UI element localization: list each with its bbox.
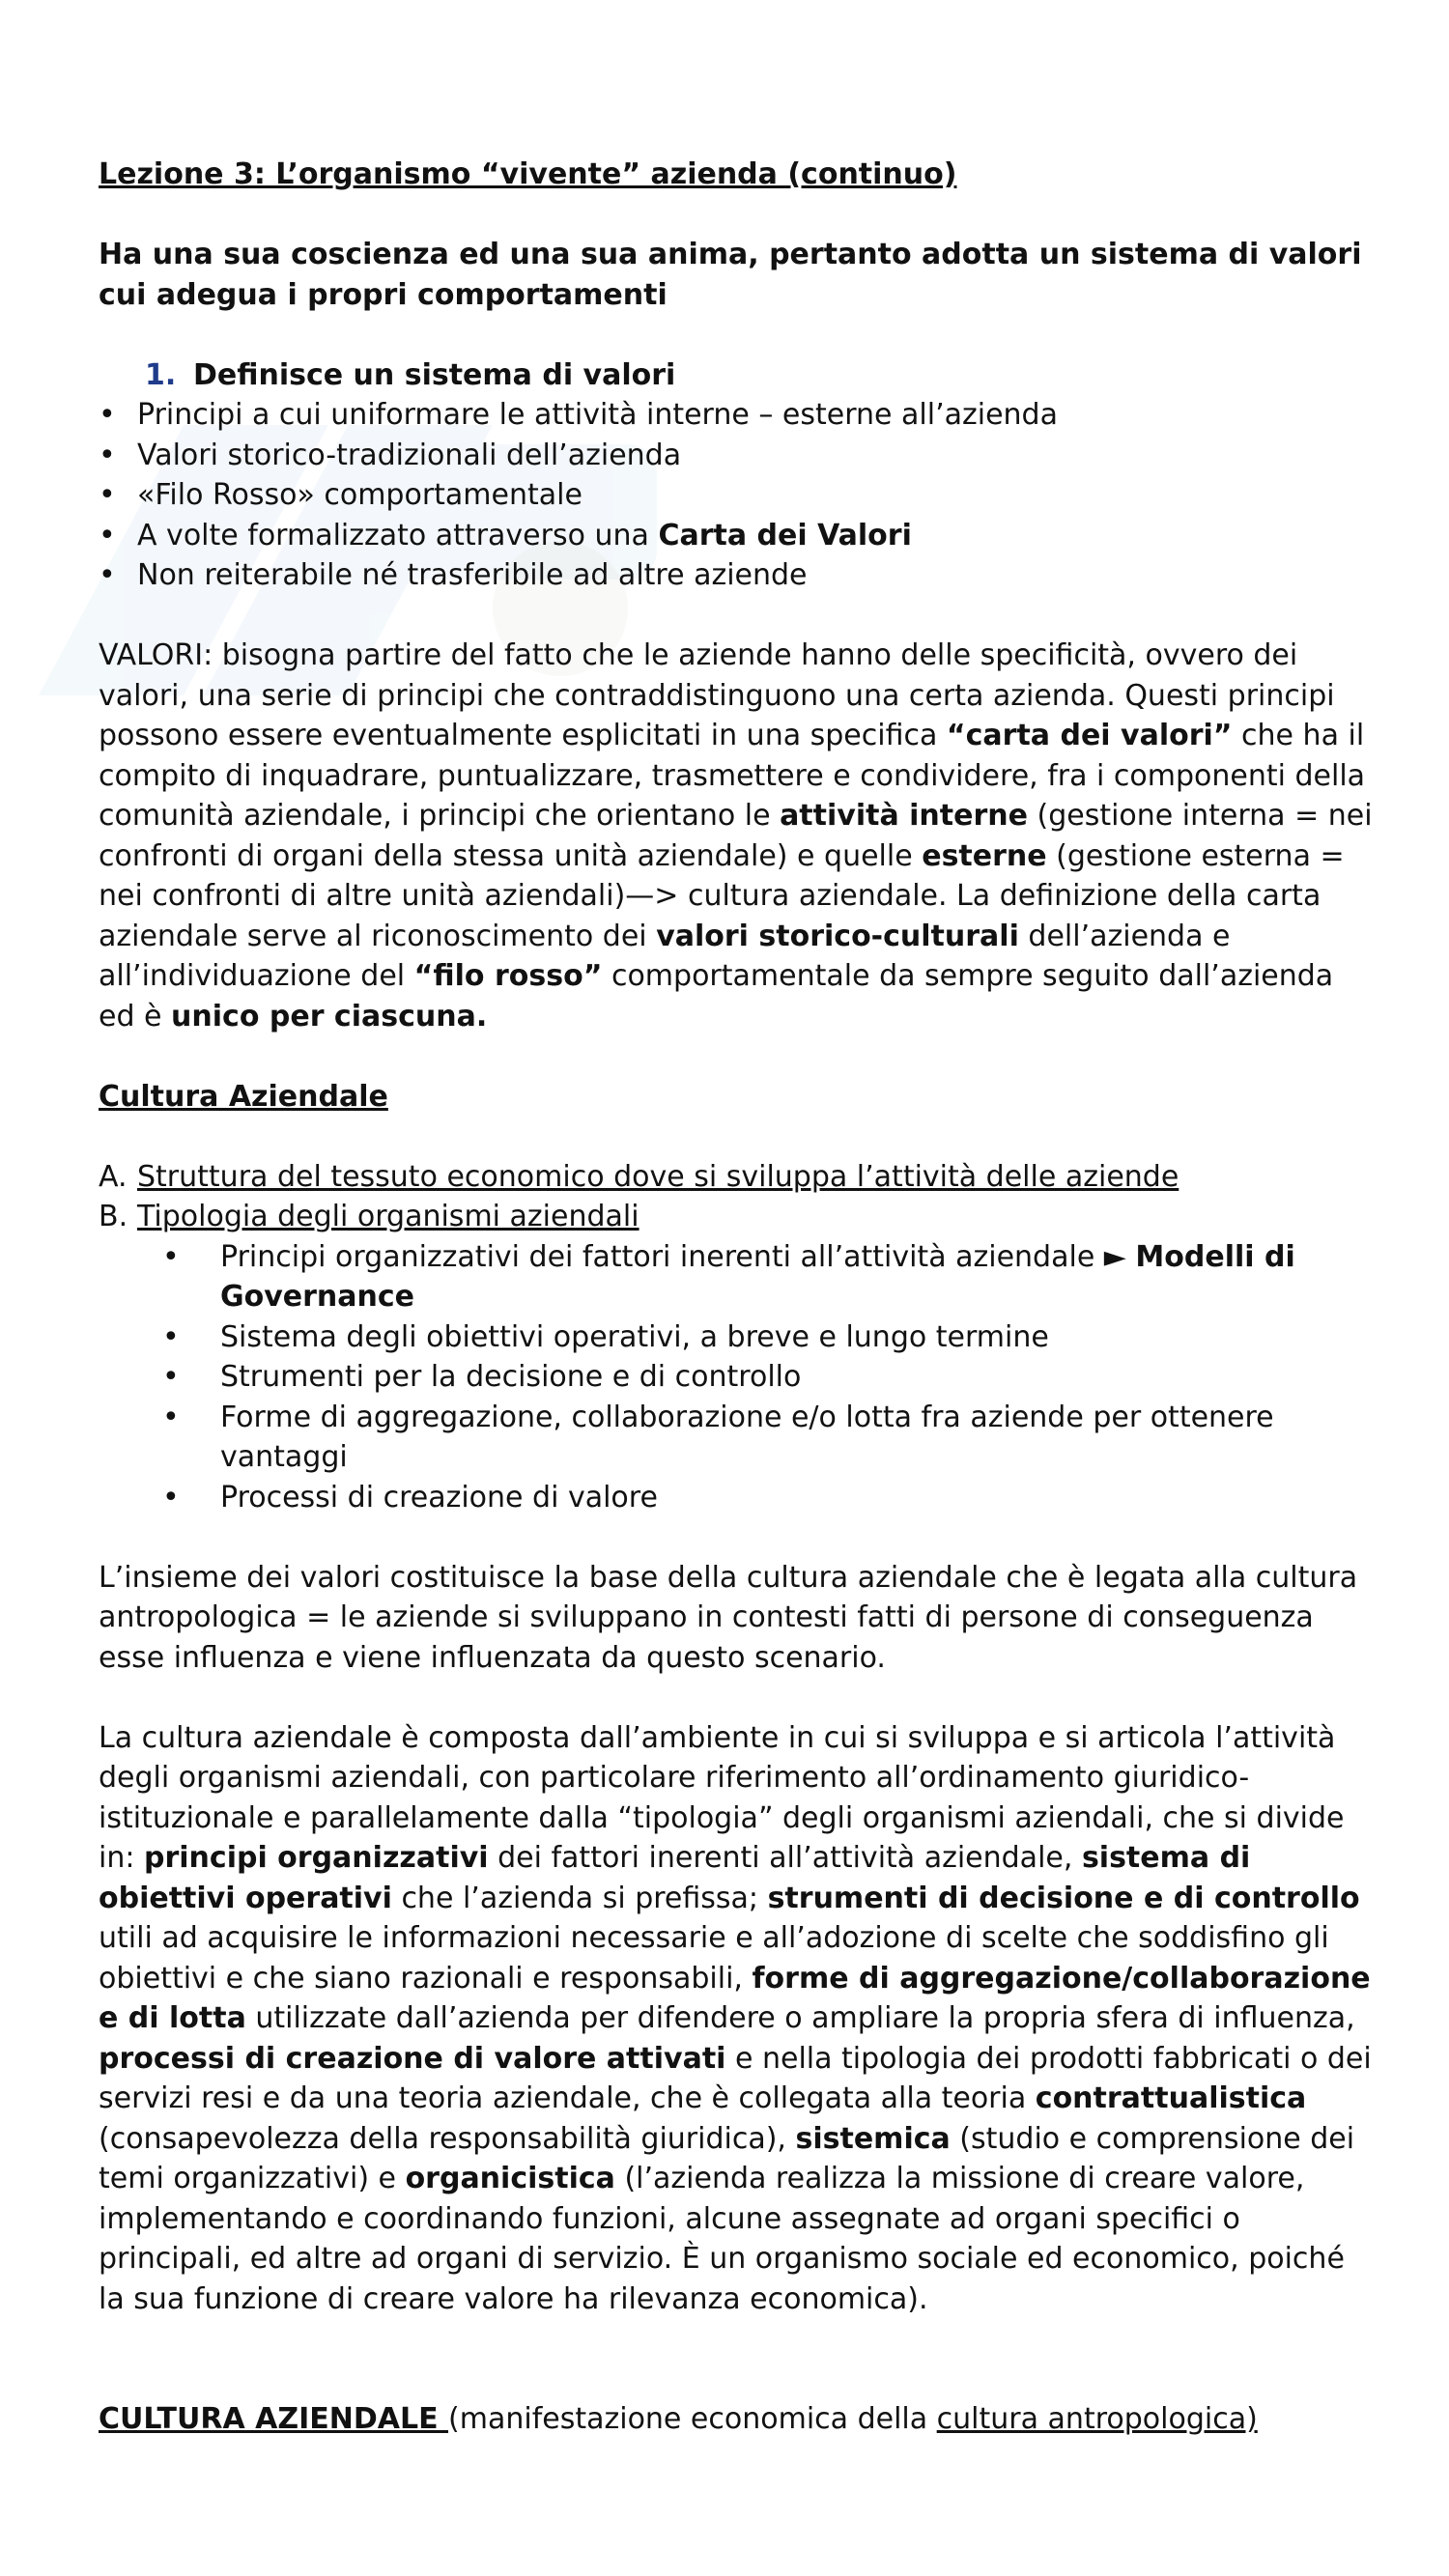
- valori-paragraph: VALORI: bisogna partire del fatto che le aziende hanno delle specificità, ovvero dei valori, una serie di principi che contraddistinguono una certa azienda. Questi principi possono essere eventualmente esplicitati in una specifica “carta dei valori” che ha il compito di inquadrare, puntualizzare, trasmettere e condividere, fra i componenti della comunità aziendale, i principi che orientano le attività interne (gestione interna = nei confronti di organi della stessa unità aziendale) e quelle esterne (gestione esterna = nei confronti di altre unità aziendali)—> cultura aziendale. La definizione della carta aziendale serve al riconoscimento dei valori storico-culturali dell’azienda e all’individuazione del “filo rosso” comportamentale da sempre seguito dall’azienda ed è unico per ciascuna.: [99, 638, 1373, 1033]
- composta-paragraph: La cultura aziendale è composta dall’ambiente in cui si sviluppa e si articola l’attività degli organismi aziendali, con particolare riferimento all’ordinamento giuridico-istituzionale e parallelamente dalla “tipologia” degli organismi aziendali, che si divide in: principi organizzativi dei fattori inerenti all’attività aziendale, sistema di obiettivi operativi che l’azienda si prefissa; strumenti di decisione e di controllo utili ad acquisire le informazioni necessarie e all’adozione di scelte che soddisfino gli obiettivi e che siano razionali e responsabili, forme di aggregazione/collaborazione e di lotta utilizzate dall’azienda per difendere o ampliare la propria sfera di influenza, processi di creazione di valore attivati e nella tipologia dei prodotti fabbricati o dei servizi resi e da una teoria aziendale, che è collegata alla teoria contrattualistica (consapevolezza della responsabilità giuridica), sistemica (studio e comprensione dei temi organizzativi) e organicistica (l’azienda realizza la missione di creare valore, implementando e coordinando funzioni, alcune assegnate ad organi specifici o principali, ed altre ad organi di servizio. È un organismo sociale ed economico, poiché la sua funzione di creare valore ha rilevanza economica).: [99, 1720, 1372, 2316]
- final-heading: CULTURA AZIENDALE (manifestazione economica della cultura antropologica): [99, 2402, 1258, 2436]
- sub-list-item: • Principi organizzativi dei fattori inerenti all’attività aziendale ► Modelli di Governance: [99, 1237, 1374, 1317]
- cultura-heading: Cultura Aziendale: [99, 1079, 388, 1114]
- sub-list-item: • Processi di creazione di valore: [99, 1478, 1374, 1518]
- list-item-b: B. Tipologia degli organismi aziendali: [99, 1200, 639, 1233]
- insieme-paragraph: L’insieme dei valori costituisce la base della cultura aziendale che è legata alla cultura antropologica = le aziende si sviluppano in contesti fatti di persone di conseguenza esse influenza e viene influenzata da questo scenario.: [99, 1560, 1358, 1675]
- list-item: • Non reiterabile né trasferibile ad altre aziende: [99, 555, 1374, 596]
- section-heading-text: Definisce un sistema di valori: [193, 357, 676, 392]
- list-item: • «Filo Rosso» comportamentale: [99, 475, 1374, 516]
- lesson-title: Lezione 3: L’organismo “vivente” azienda (continuo): [99, 157, 957, 191]
- document-page: [99, 155, 1374, 2440]
- sub-list-item: • Sistema degli obiettivi operativi, a breve e lungo termine: [99, 1317, 1374, 1358]
- list-item: • Valori storico-tradizionali dell’azienda: [99, 436, 1374, 476]
- list-item: • A volte formalizzato attraverso una Carta dei Valori: [99, 516, 1374, 556]
- section-heading: [99, 355, 1374, 396]
- sub-list-item: • Forme di aggregazione, collaborazione e/o lotta fra aziende per ottenere vantaggi: [99, 1398, 1374, 1478]
- section-number: 1.: [145, 357, 177, 392]
- list-item: • Principi a cui uniformare le attività interne – esterne all’azienda: [99, 395, 1374, 436]
- lesson-subtitle: Ha una sua coscienza ed una sua anima, pertanto adotta un sistema di valori cui adegua i propri comportamenti: [99, 238, 1362, 312]
- sub-list-item: • Strumenti per la decisione e di controllo: [99, 1357, 1374, 1398]
- list-item-a: A. Struttura del tessuto economico dove si sviluppa l’attività delle aziende: [99, 1159, 1179, 1194]
